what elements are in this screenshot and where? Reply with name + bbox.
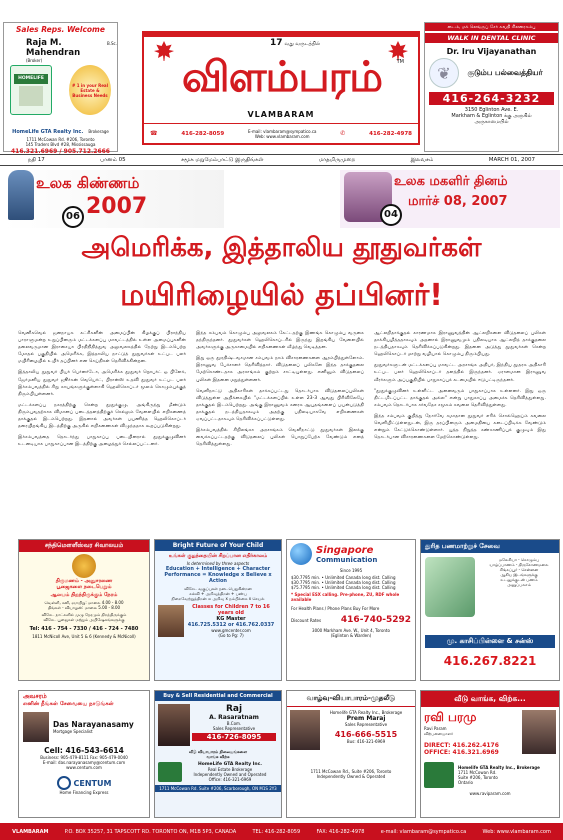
ravi-name: ரவி பரமு: [424, 710, 477, 724]
article-paragraph: தூதுவர்களுடன் மட்டக்களப்பு மாவட்ட அரசாங்க அதிபர், இந்திய தூதரக அதிகாரி உட்பட பலர் ஹெலிகொப்டர் தளத்தில் இருந்தனர். ஏராளமான இராணுவ வீரர்களும் அப்பகுதியில் பாதுகாப்புக் கடமையில் ஈடுபட்டிருந்தனர்.: [374, 363, 546, 383]
ravi-role: Ravi Param: [424, 726, 447, 731]
dental-phone: 416-264-3232: [429, 92, 554, 105]
ad-title: Sales Reps. Welcome: [16, 25, 105, 34]
ravi-address-1: 1711 McCowan Rd.: [458, 770, 497, 775]
singapore-brand: Singapore: [316, 544, 374, 556]
raj-address: 1711 McCowan Rd. Suite #206, Scarborough, ON M1S 2Y3: [155, 785, 281, 792]
masthead-email: E-mail: vlambaram@sympatico.ca: [247, 128, 317, 134]
dental-ad: [424, 22, 559, 152]
number-one-text: # 1 in your Real Estate & Business Needs: [72, 82, 108, 98]
temple-line: திருமணம் - அனுசரணை: [55, 578, 113, 584]
article-paragraph: மட்டக்களப்பு நகரத்திற்கு சென்ற தூதுக்குழு, அங்கிருந்து மீண்டும் திரும்புவதற்காக விமானப் படைத்தளத்திற்குச் செல்லும் வேளையில் எறிகணைத் தாக்குதல் இடம்பெற்றது. இதனால் அவர்கள் பயணித்த ஹெலிகொப்டர் தரையிறங்கிய இடத்திற்கு அருகில் எறிகணைகள் விழுந்ததாக கூறப்படுகின்றது.: [18, 402, 186, 430]
info-date: MARCH 01, 2007: [488, 157, 535, 163]
singapore-rate: $30.7795 min. • Unlimited Canada long dist. Calling: [291, 580, 396, 585]
temple-line: விசேட பூஜைகள் மற்றும் அபிஷேகங்களுக்கு: [43, 617, 125, 622]
fax-icon: ✆: [340, 130, 346, 137]
das-cell: Cell: 416-543-6614: [44, 746, 124, 755]
headline-line-2: மயிரிழையில் தப்பினர்!: [120, 278, 443, 313]
ravi-title-2: விற்பனையாளர்: [424, 731, 454, 736]
info-free: இலவசம்: [410, 156, 434, 163]
article-paragraph: ஆட்லறிதாக்குதல் காரணமாக இராணுவத்தின் ஆட்லறிகளை விடுதலைப் புலிகள் தாக்கியழித்ததாகவும் அதனால் இராணுவமும் பதிலடியாக ஆட்லறித் தாக்குதலை நடத்தியதாகவும் தெரிவிக்கப்படுகின்றது. இதனை அடுத்து தூதுவர்கள் சென்ற ஹெலிகொப்டர் மாற்று வழியால் கொழும்பு திரும்பியது.: [374, 331, 546, 358]
singapore-since: Since 1995: [339, 568, 363, 573]
feature-womens-day: [340, 170, 560, 228]
masthead-tel: 416-282-8059: [181, 130, 225, 137]
dental-doctor: Dr. Iru Vijayanathan: [446, 47, 537, 56]
realtor-phone: 416.321.6969 / 905.712.2666: [11, 148, 110, 155]
headline-line-1: அமெரிக்க, இத்தாலிய தூதுவர்கள்: [81, 233, 482, 263]
info-issue: நதி 17: [28, 156, 45, 163]
world-cup-title: உலக கிண்ணம்: [36, 174, 140, 192]
masthead-title: விளம்பரம்: [181, 52, 383, 101]
dental-top-line: டைம், மக் லெங்ருப் சேர் சுவதி சிலரைகம்பு: [425, 23, 558, 31]
masthead: [142, 31, 420, 145]
future-line: நிறைவேற்றுத்திறன் = அறிவு x நம்பிக்கை x செயல்: [171, 596, 265, 601]
raj-name: Raj: [225, 704, 243, 714]
issue-suffix: வது வருடத்தில்: [284, 41, 321, 47]
ravi-address-3: Ontario: [458, 780, 473, 785]
centum-brand: CENTUM: [73, 778, 112, 788]
prem-sub: Independently Owned & Operated: [316, 774, 386, 779]
das-web: www.centum.com: [66, 765, 102, 770]
homelife-logo: [10, 65, 52, 115]
transfer-line: சிங்கப்பூர் - சென்னை: [499, 567, 539, 572]
transfer-phone: 416.267.8221: [443, 654, 537, 668]
ravi-brand: Homelife GTA Realty Inc., Brokerage: [458, 765, 540, 770]
article-paragraph: வெனிசுவெல் ஜனநாயக கட்சிகளின் அமைப்பின் கிழக்குப் பிராந்திய பாராளுமன்ற உறுப்பினரும் மட்டக்களப்பு மாவட்டத்தில் உள்ள அமைப்புகளின் தலைவருமான இராசையா பிரதிநிதித்துவ அலுவலகத்தில் நேற்று இடம்பெற்ற மோதல் பகுதியில் அமெரிக்க, இத்தாலிய நாட்டுத் தூதுவர்கள் உட்பட பலர் மயிரிழையில் உயிர் தப்பினர் என செய்திகள் தெரிவிக்கின்றன.: [18, 331, 186, 365]
das-name: Das Narayanasamy: [53, 720, 134, 729]
issue-number: 17: [270, 38, 283, 48]
raj-homelife-logo: [158, 762, 182, 782]
ravi-title: வீடு வாங்க, விற்க...: [421, 691, 559, 707]
info-bar: [0, 154, 563, 166]
realtor-company-suffix: Brokerage: [88, 129, 109, 134]
raj-head: Buy & Sell Residential and Commercial: [155, 691, 281, 701]
realtor-address-1: 1711 McCowan Rd. #206, Toronto: [26, 137, 95, 142]
masthead-web: Web: www.vlambaram.com: [254, 133, 310, 139]
prem-address: 1711 McCowan Rd., Suite #206, Toronto: [310, 769, 392, 774]
raj-degree: B.Com.: [226, 721, 242, 726]
bright-future-ad: [154, 539, 282, 681]
raj-photo: [158, 704, 190, 746]
trademark: TM: [396, 59, 404, 65]
ravi-direct: DIRECT: 416.262.4176: [424, 742, 499, 749]
article-column-2: [196, 330, 364, 530]
transfer-line: ஆகிய இடங்களுக்கு: [500, 572, 538, 577]
transfer-line: அனுப்பலாம்: [507, 582, 531, 587]
dental-address-1: 3150 Eglinton Ave. E.: [464, 107, 519, 113]
footer-fax: FAX: 416-282-4978: [316, 828, 365, 835]
das-title: Mortgage Specialist: [53, 729, 93, 734]
future-line: விசேட வகுப்புகள் நடைபெறுகின்றன: [184, 586, 252, 591]
singapore-deal: For Health Plans / Phone Plans Buy For More: [291, 606, 380, 611]
temple-line: வெள்ளி, சனி, ஞாயிறு: மாலை 4.00 - 8.00: [44, 600, 124, 605]
realtor-address-2: 145 Traders Blvd #28, Mississauga: [25, 142, 96, 147]
das-top: அவசரம்: [23, 693, 47, 700]
ravi-address-2: Suite #206, Toronto: [458, 775, 498, 780]
das-top-2: எனின் நீங்கள் சேவையை நாடுங்கள்: [23, 701, 114, 707]
future-classes: Classes for Children 7 to 16 years old: [192, 604, 270, 616]
article-column-3: [374, 330, 546, 530]
world-cup-year: 2007: [86, 194, 148, 219]
transfer-title: துரித பணமாற்றுச் சேவை: [421, 540, 559, 553]
realtor-name: Raja M. Mahendran: [26, 38, 81, 58]
singapore-phone: 416-740-5292: [340, 615, 411, 625]
article-paragraph: இந்த சம்பவம் குறித்து நோர்வே சமாதான தூதுவர் எரிக் சொல்ஹெய்ம் கவலை வெளியிட்டுள்ளதுடன், இரு தரப்பினரும் அமைதியை கடைப்பிடிக்க வேண்டும் என்றும் கேட்டுக்கொண்டுள்ளார். யுத்த நிறுத்த கண்காணிப்புக் குழுவும் இது தொடர்பான விசாரணைகளை மேற்கொண்டுள்ளது.: [374, 413, 546, 441]
ravi-homelife-logo: [424, 762, 454, 788]
future-who: KG Master: [216, 616, 246, 622]
ravi-realtor-ad: [420, 690, 560, 818]
transfer-name: மு. காசிப்பிள்ளை & சன்ஸ்: [425, 635, 555, 648]
info-volume: பானம் 05: [100, 156, 126, 163]
article-paragraph: இச்சம்பவத்தை தொடர்ந்து பாதுகாப்பு படையினரால் தூதுக்குழுவினர் உடனடியாக பாதுகாப்பான இடத்திற்கு அழைத்துச் செல்லப்பட்டனர்.: [18, 435, 186, 448]
cricket-player-image: [8, 170, 34, 220]
footer-tel: TEL: 416-282-8059: [252, 828, 301, 835]
footer-web: Web: www.vlambaram.com: [482, 828, 551, 835]
article-paragraph: இத்தாலிய தூதுவர் பியர் பெர்னர்டோ, அமெரிக்க தூதுவர் றொபர்ட் ஓ பிளேக், ஜேர்மனிய தூதுவர் ஜூர்கன் வெயெர்ட், பிரான்ஸ் உதவி தூதுவர் உட்பட பலர் இச்சம்பவத்தில் சிறு காயங்களுக்குள்ளாகி ஹெலிகொப்டர் மூலம் கொழும்புக்குத் திரும்பியுள்ளனர்.: [18, 370, 186, 397]
future-line: Is determined by three aspects: [186, 561, 250, 566]
das-email: E-mail: das.narayanasamy@centum.com: [42, 760, 126, 765]
womens-day-page: 04: [380, 204, 402, 226]
dental-tamil: குடும்ப பல்வைத்தியர்: [467, 68, 543, 77]
singapore-address-2: (Eglinton & Warden): [330, 633, 372, 638]
article-paragraph: இச்சம்பவத்தில் சிறிலங்கா அரசாங்கம் வெளிநாட்டு தூதுவர்கள் இலக்கு வைக்கப்பட்டதற்கு விடுதலைப் புலிகள் பொறுப்பேற்க வேண்டும் எனத் தெரிவித்துள்ளது.: [196, 428, 364, 448]
temple-ad: [18, 539, 150, 681]
realtor-company: HomeLife GTA Realty Inc.: [12, 129, 84, 135]
masthead-title-en: VLAMBARAM: [247, 110, 315, 119]
footer-email: e-mail: vlambaram@sympatico.ca: [380, 828, 467, 835]
raj-tamil-1: வீடு வியாபாரம் நிலையங்களை: [189, 749, 247, 754]
dental-address-3: அருகாமையில்: [474, 119, 509, 125]
masthead-fax: 416-282-4978: [369, 130, 412, 137]
info-tag-2: மாதமிருமுறை: [318, 156, 356, 163]
future-head: Bright Future of Your Child: [155, 540, 281, 551]
article-paragraph: இந்த சம்பவம் கொழும்பு அலுவலகம் கேட்டதற்கு இணங்க கொழும்பு வருகை தந்திருந்தனர். தூதுவர்கள் ஹெலிகொப்டரில் இருந்து இறங்கிய வேளையில் அவர்களுக்கு அருகாமையில் எறிகணைகள் வீழ்ந்து வெடித்தன.: [196, 331, 364, 351]
ravi-photo: [522, 710, 556, 754]
centum-logo-icon: [57, 776, 71, 790]
future-web: www.gmcenter.com: [211, 628, 251, 633]
feature-world-cup: [4, 170, 224, 228]
article-column-1: [18, 330, 186, 530]
centum-brand-2: Home Financing Express: [59, 790, 109, 795]
tooth-icon: ❦: [429, 58, 459, 88]
raj-brand-2: Real Estate Brokerage: [207, 767, 253, 772]
footer-address: P.O. BOX 35257, 31 TAPSCOTT RD. TORONTO ON, M1B 5P3, CANADA: [64, 828, 237, 835]
singapore-communication-ad: [286, 539, 416, 681]
womens-day-title: உலக மகளிர் தினம்: [394, 174, 508, 189]
temple-image: [72, 554, 96, 578]
raj-realtor-ad: [154, 690, 282, 818]
raj-tamil-2: வாங்க விற்க: [206, 754, 230, 759]
prem-realtor-ad: [286, 690, 416, 818]
ravi-office: OFFICE: 416.321.6969: [424, 749, 499, 756]
footer-bar: [0, 823, 563, 840]
prem-title: வாழ்வு-வியாபாரம்-முதலீடு: [287, 691, 415, 707]
phone-icon: ☎: [150, 130, 158, 137]
article-paragraph: வெளிநாட்டு அதிகாரிகள் தாக்கப்பட்டது தொடர்பாக விடுதலைப்புலிகள் விடுத்துள்ள அறிக்கையில் "மட்டக்களப்பில் உள்ள 23-3 ஆவது பிரிவிலேயே தாக்குதல் இடம்பெற்றது. அங்கு இராணுவம் கனரக ஆயுதங்களைப் பயன்படுத்தி தாக்குதல் நடத்தியதாகவும் அதற்கு பதிலடியாகவே எறிகணைகள் ஏவப்பட்டதாகவும் தெரிவிக்கப்பட்டுள்ளது.: [196, 388, 364, 423]
ravi-site: www.raviparam.com: [469, 791, 511, 796]
raj-brand-3: Independently Owned and Operated: [193, 772, 267, 777]
article-paragraph: "தூதுக்குழுவினர் உள்ளிட்ட அனைவரும் பாதுகாப்பாக உள்ளனர். இது ஒரு திட்டமிடப்பட்ட தாக்குதல் அல்ல" என்று பாதுகாப்பு அமைச்சு தெரிவித்துள்ளது. சம்பவம் தொடர்பாக சர்வதேச சமூகம் கவலை தெரிவித்துள்ளது.: [374, 388, 546, 408]
prem-tel-2: Bus: 416-321-6969: [346, 739, 386, 744]
future-line: Education + Intelligence + Character: [165, 566, 271, 572]
temple-line: பூஜைகளை நடைபெறும்: [56, 584, 112, 590]
singapore-promo: * Special ESX calling. Pre-phone, ZU, RDF whole available: [291, 592, 400, 602]
raj-brand: HomeLife GTA Realty Inc.: [198, 762, 262, 767]
left-realtor-ad: [3, 22, 118, 155]
world-cup-page: 06: [62, 206, 84, 228]
raj-name-2: A. Rasaratnam: [209, 714, 259, 721]
womens-day-date: மார்ச் 08, 2007: [408, 194, 508, 209]
raj-role: Sales Representative: [212, 726, 256, 731]
future-line: கல்வி + அறிவுத்திறன் + பண்பு: [189, 591, 247, 596]
das-tel: Business: 905-479-8111 Fax: 905-479-0040: [40, 755, 128, 760]
future-line: Performance = Knowledge x Believe x Action: [164, 572, 272, 584]
dental-address-2: Markham & Eglinton க்கு அருகில்: [451, 113, 532, 119]
footer-name: VLAMBARAM: [12, 828, 49, 835]
temple-line: திங்கள் - வியாழன்: மாலை 5.00 - 8.00: [47, 605, 121, 610]
temple-phone: Tel: 416 - 754 - 7330 / 416 - 724 - 7480: [29, 626, 139, 632]
raj-office: Office: 416-321-6969: [208, 777, 252, 782]
temple-line: ஆலயம் திறந்திருக்கும் நேரம்: [50, 592, 118, 598]
prem-photo: [290, 710, 320, 750]
singapore-brand-2: Communication: [316, 555, 378, 564]
world-map-image: [425, 557, 475, 617]
temple-title: சந்திமௌளீஸ்வர சிவாலயம்: [19, 540, 149, 552]
info-tag-1: சமூக மறுமேம்பாட்டு இருதிங்கள்: [181, 156, 264, 163]
das-photo: [23, 712, 49, 742]
singapore-address: 3000 Markham Ave. W., Unit 4, Toronto: [312, 628, 390, 633]
money-transfer-ad: [420, 539, 560, 681]
future-sub: உங்கள் குழந்தையின் சிறப்பான எதிர்காலம்: [168, 553, 268, 559]
number-one-badge: [69, 65, 111, 115]
realtor-role: (Broker): [26, 58, 43, 63]
article-paragraph: இது ஒரு தூரதிஷ்டவசமான சம்பவம் நாம் விசாரணைகளை ஆரம்பித்துள்ளோம். இராணுவ பேச்சாளர் தெரிவித்தார். விடுதலைப் புலிகளே இந்த தாக்குதலை மேற்கொண்டதாக அரசாங்கம் குற்றம் சாட்டியுள்ளது. எனினும் விடுதலைப் புலிகள் இதனை மறுத்துள்ளனர்.: [196, 356, 364, 383]
singapore-rate: $30.7795 min. • Unlimited Canada long dist. Calling: [291, 575, 396, 580]
future-page: (Go to Pg: 7): [218, 633, 244, 638]
prem-line: Homelife GTA Realty Inc., Brokerage: [329, 710, 403, 715]
homelife-badge-text: HOMELIFE: [14, 74, 48, 84]
transfer-line: உடனுக்குடன் பணம்: [500, 577, 538, 582]
prem-role: Sales Representative: [344, 722, 388, 727]
dental-walk-in: WALK IN DENTAL CLINIC: [425, 33, 558, 43]
realtor-suffix: B.Sc.: [106, 41, 117, 46]
transfer-line: மலேசியா - கொழும்பு: [498, 557, 540, 562]
singapore-rate: $75.7795 min. • Unlimited Canada long dist. Calling: [291, 585, 396, 590]
prem-name: Prem Maraj: [346, 715, 386, 722]
temple-address: 1811 McNicoll Ave, Unit 5 & 6 (Kennedy & McNicoll): [32, 634, 136, 639]
raj-phone: 416-726-8095: [192, 733, 276, 741]
future-phone: 416.725.5312 or 416.762.0337: [187, 622, 275, 628]
singapore-loc: Discount Rates: [291, 617, 322, 623]
transfer-line: யாழ்ப்பாணம் - திருகோணமலை: [489, 562, 549, 567]
temple-line: விசேட நாட்களில் முழு நேரமும் திறந்திருக்கும்: [41, 612, 127, 617]
das-mortgage-ad: [18, 690, 150, 818]
globe-icon: [290, 543, 312, 565]
teacher-photo: [158, 605, 184, 637]
prem-phone: 416-666-5515: [334, 730, 398, 739]
